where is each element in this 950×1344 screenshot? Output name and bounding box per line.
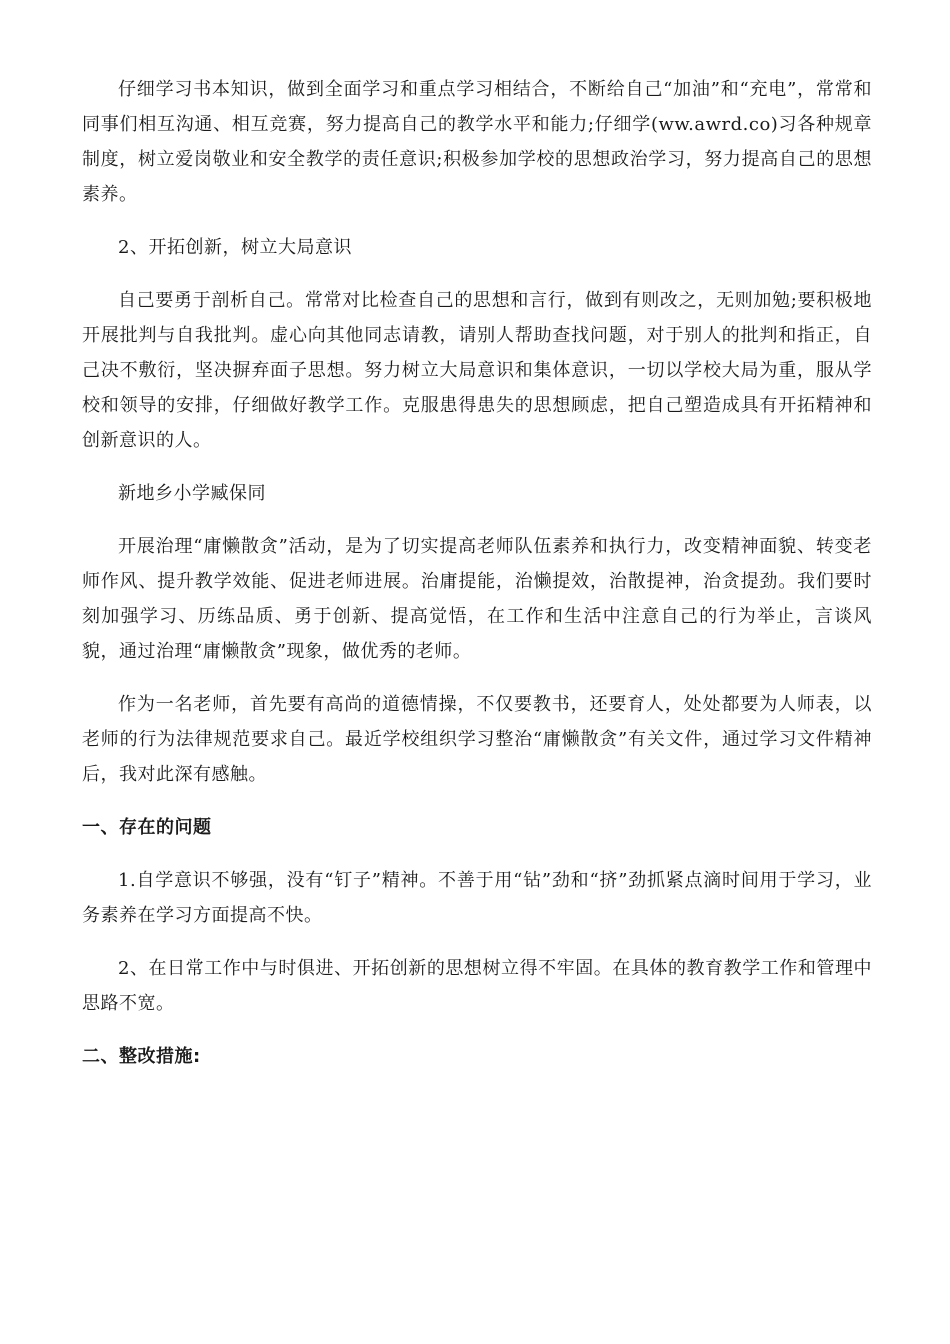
paragraph-teacher-role: 作为一名老师，首先要有高尚的道德情操，不仅要教书，还要育人，处处都要为人师表，以老师的行为法律规范要求自己。最近学校组织学习整治“庸懒散贪”有关文件，通过学习文件精神后，我对此深有感触。 — [82, 694, 872, 785]
problem-item-2: 2、在日常工作中与时俱进、开拓创新的思想树立得不牢固。在具体的教育教学工作和管理中思路不宽。 — [82, 958, 872, 1014]
paragraph-campaign: 开展治理“庸懒散贪”活动，是为了切实提高老师队伍素养和执行力，改变精神面貌、转变老师作风、提升教学效能、促进老师进展。治庸提能，治懒提效，治散提神，治贪提劲。我们要时刻加强学习、历练品质、勇于创新、提高觉悟，在工作和生活中注意自己的行为举止，言谈风貌，通过治理“庸懒散贪”现象，做优秀的老师。 — [82, 536, 872, 662]
document-page — [82, 72, 872, 1092]
paragraph-self-analysis: 自己要勇于剖析自己。常常对比检查自己的思想和言行，做到有则改之，无则加勉;要积极地开展批判与自我批判。虚心向其他同志请教，请别人帮助查找问题，对于别人的批判和指正，自己决不敷衍，坚决摒弃面子思想。努力树立大局意识和集体意识，一切以学校大局为重，服从学校和领导的安排，仔细做好教学工作。克服患得患失的思想顾虑，把自己塑造成具有开拓精神和创新意识的人。 — [82, 290, 872, 451]
paragraph-subtitle-innovation: 2、开拓创新，树立大局意识 — [118, 237, 352, 258]
paragraph-author: 新地乡小学臧保同 — [118, 483, 266, 504]
paragraph-study: 仔细学习书本知识，做到全面学习和重点学习相结合，不断给自己“加油”和“充电”，常常和同事们相互沟通、相互竞赛，努力提高自己的教学水平和能力;仔细学(ww.awrd.co)习各种规章制度，树立爱岗敬业和安全教学的责任意识;积极参加学校的思想政治学习，努力提高自己的思想素养。 — [82, 79, 872, 205]
problem-item-1: 1.自学意识不够强，没有“钉子”精神。不善于用“钻”劲和“挤”劲抓紧点滴时间用于学习，业务素养在学习方面提高不快。 — [82, 870, 872, 926]
section-heading-measures: 二、整改措施: — [82, 1046, 201, 1067]
section-heading-problems: 一、存在的问题 — [82, 817, 212, 838]
